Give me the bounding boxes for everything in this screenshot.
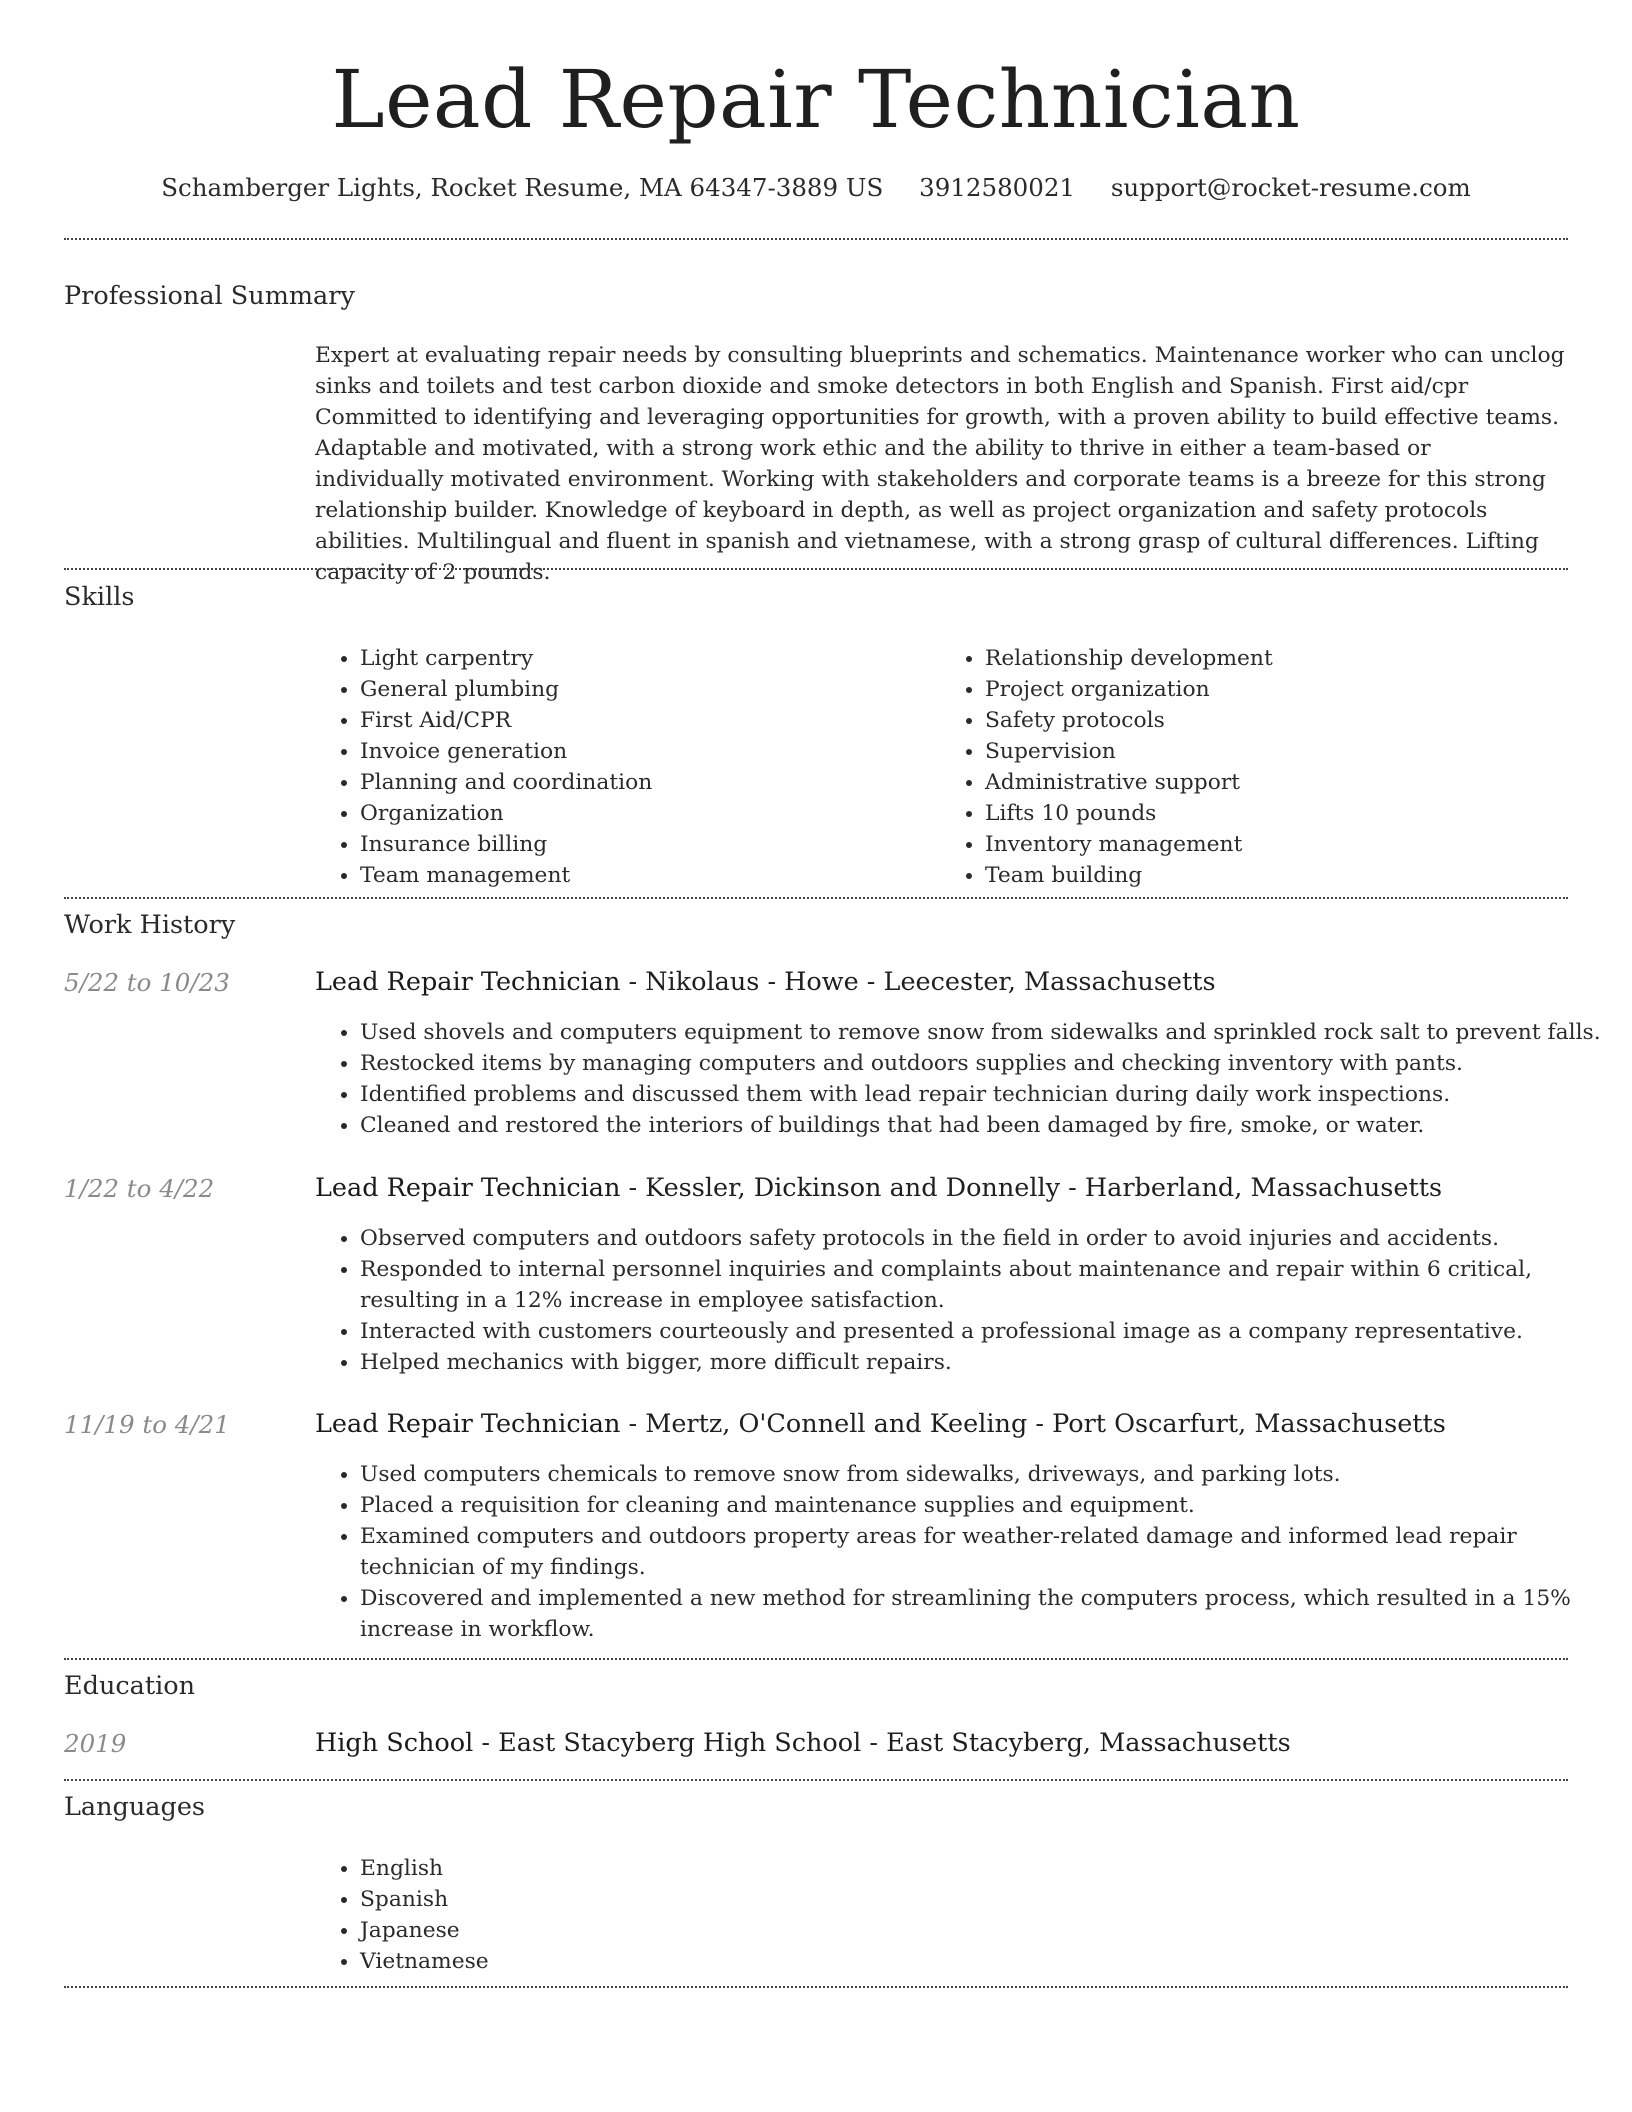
job-bullet: • Used computers chemicals to remove snow from sidewalks, driveways, and parking lots. xyxy=(360,1459,1610,1490)
skill-item: • Organization xyxy=(360,798,940,829)
job-bullet: • Used shovels and computers equipment to remove snow from sidewalks and sprinkled rock salt to prevent falls. xyxy=(360,1017,1610,1048)
job-heading xyxy=(315,1173,1442,1203)
education-details: - East Stacyberg High School - East Stacyberg, Massachusetts xyxy=(473,1728,1291,1758)
skill-item: • Team building xyxy=(985,860,1565,891)
divider xyxy=(64,238,1568,240)
job-bullets xyxy=(315,1017,1610,1141)
job-dates: 5/22 to 10/23 xyxy=(64,968,230,997)
job-dates: 11/19 to 4/21 xyxy=(64,1410,230,1439)
job-role: Lead Repair Technician xyxy=(315,967,621,997)
job-bullet: • Helped mechanics with bigger, more difficult repairs. xyxy=(360,1347,1610,1378)
divider xyxy=(64,1986,1568,1988)
education-year: 2019 xyxy=(64,1729,127,1758)
job-details: - Kessler, Dickinson and Donnelly - Harberland, Massachusetts xyxy=(620,1173,1443,1203)
divider xyxy=(64,1779,1568,1781)
education-degree: High School xyxy=(315,1728,474,1758)
summary-text: Expert at evaluating repair needs by consulting blueprints and schematics. Maintenance worker who can unclog sinks and toilets and test carbon dioxide and smoke detectors in both English and Spanish. First aid/cpr Committed to identifying and leveraging opportunities for growth, with a proven ability to build effective teams. Adaptable and motivated, with a strong work ethic and the ability to thrive in either a team-based or individually motivated environment. Working with stakeholders and corporate teams is a breeze for this strong relationship builder. Knowledge of keyboard in depth, as well as project organization and safety protocols abilities. Multilingual and fluent in spanish and vietnamese, with a strong grasp of cultural differences. Lifting capacity of 2 pounds. xyxy=(315,343,1565,585)
job-bullet: • Examined computers and outdoors property areas for weather-related damage and informed lead repair technician of my findings. xyxy=(360,1521,1610,1583)
job-role: Lead Repair Technician xyxy=(315,1409,621,1439)
languages-list xyxy=(315,1853,1610,1977)
contact-phone: 3912580021 xyxy=(919,173,1076,202)
section-title-summary: Professional Summary xyxy=(64,281,355,311)
skill-item: • Insurance billing xyxy=(360,829,940,860)
job-bullet: • Responded to internal personnel inquiries and complaints about maintenance and repair within 6 critical, resulting in a 12% increase in employee satisfaction. xyxy=(360,1254,1610,1316)
job-bullet: • Placed a requisition for cleaning and maintenance supplies and equipment. xyxy=(360,1490,1610,1521)
language-item: • Spanish xyxy=(360,1884,1610,1915)
section-title-education: Education xyxy=(64,1671,196,1701)
divider xyxy=(64,568,1568,570)
resume-name: Lead Repair Technician xyxy=(331,53,1301,146)
skill-item: • Supervision xyxy=(985,736,1565,767)
skill-item: • General plumbing xyxy=(360,674,940,705)
contact-line xyxy=(0,170,1632,206)
job-bullet: • Observed computers and outdoors safety protocols in the field in order to avoid injuries and accidents. xyxy=(360,1223,1610,1254)
language-item: • English xyxy=(360,1853,1610,1884)
section-title-skills: Skills xyxy=(64,582,135,612)
language-item: • Vietnamese xyxy=(360,1946,1610,1977)
skill-item: • Lifts 10 pounds xyxy=(985,798,1565,829)
language-item: • Japanese xyxy=(360,1915,1610,1946)
skill-item: • Administrative support xyxy=(985,767,1565,798)
job-heading xyxy=(315,1409,1446,1439)
section-title-work: Work History xyxy=(64,910,236,940)
divider xyxy=(64,1658,1568,1660)
skill-item: • Team management xyxy=(360,860,940,891)
skills-columns xyxy=(315,643,1565,891)
job-dates: 1/22 to 4/22 xyxy=(64,1174,215,1203)
job-bullet: • Interacted with customers courteously and presented a professional image as a company representative. xyxy=(360,1316,1610,1347)
job-bullet: • Discovered and implemented a new method for streamlining the computers process, which resulted in a 15% increase in workflow. xyxy=(360,1583,1610,1645)
skills-list-right xyxy=(940,643,1565,891)
job-bullet: • Cleaned and restored the interiors of buildings that had been damaged by fire, smoke, or water. xyxy=(360,1110,1610,1141)
skill-item: • Invoice generation xyxy=(360,736,940,767)
skill-item: • Relationship development xyxy=(985,643,1565,674)
job-bullets xyxy=(315,1459,1610,1645)
skill-item: • Safety protocols xyxy=(985,705,1565,736)
skill-item: • Project organization xyxy=(985,674,1565,705)
job-details: - Nikolaus - Howe - Leecester, Massachusetts xyxy=(620,967,1216,997)
job-bullet: • Identified problems and discussed them with lead repair technician during daily work inspections. xyxy=(360,1079,1610,1110)
job-heading xyxy=(315,967,1216,997)
job-bullets xyxy=(315,1223,1610,1378)
contact-email: support@rocket-resume.com xyxy=(1110,173,1471,202)
skill-item: • First Aid/CPR xyxy=(360,705,940,736)
education-heading xyxy=(315,1728,1291,1758)
divider xyxy=(64,897,1568,899)
skills-list-left xyxy=(315,643,940,891)
job-role: Lead Repair Technician xyxy=(315,1173,621,1203)
job-bullet: • Restocked items by managing computers and outdoors supplies and checking inventory with pants. xyxy=(360,1048,1610,1079)
skill-item: • Planning and coordination xyxy=(360,767,940,798)
section-title-languages: Languages xyxy=(64,1792,206,1822)
contact-address: Schamberger Lights, Rocket Resume, MA 64347-3889 US xyxy=(161,173,884,202)
job-details: - Mertz, O'Connell and Keeling - Port Oscarfurt, Massachusetts xyxy=(620,1409,1446,1439)
skill-item: • Light carpentry xyxy=(360,643,940,674)
skill-item: • Inventory management xyxy=(985,829,1565,860)
